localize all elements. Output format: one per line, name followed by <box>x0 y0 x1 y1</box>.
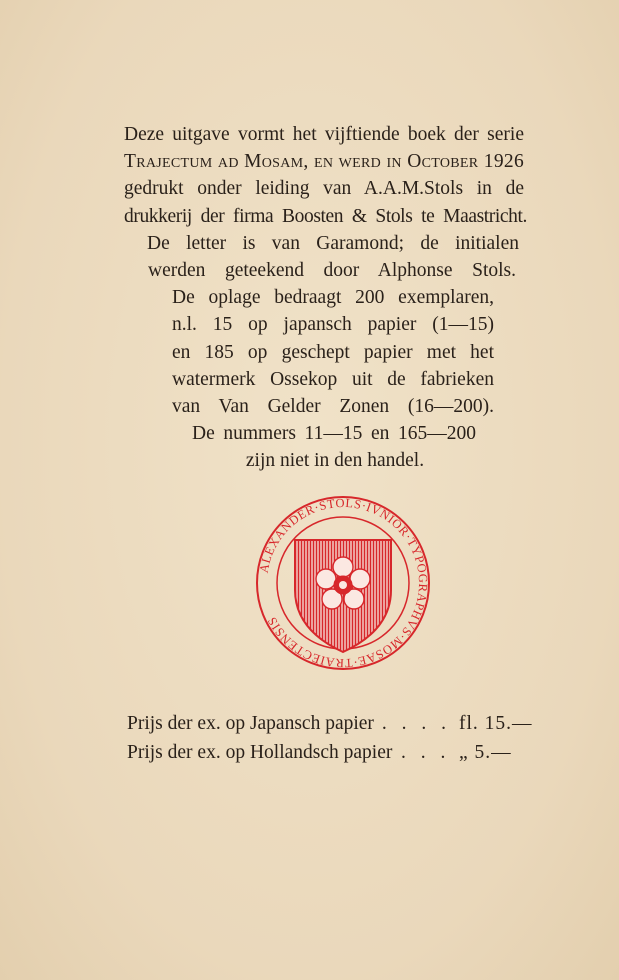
colophon-line: De oplage bedraagt 200 exemplaren, <box>172 287 494 309</box>
price-list <box>127 709 547 767</box>
colophon-line: zijn niet in den handel. <box>245 450 425 472</box>
price-row <box>127 709 547 738</box>
leader-dots: . . . <box>400 742 451 763</box>
colophon <box>100 121 546 475</box>
seal-inscription: ALEXANDER·STOLS·IVNIOR·TYPOGRAPHVS·MOSAE·TRAIECTENSIS <box>256 495 431 671</box>
colophon-line: De nummers 11—15 en 165—200 <box>192 423 476 445</box>
colophon-line: De letter is van Garamond; de initialen <box>147 232 519 254</box>
rose-shield-icon <box>295 540 391 652</box>
colophon-line: werden geteekend door Alphonse Stols. <box>148 260 516 282</box>
colophon-line: Trajectum ad Mosam, en werd in October 1926 <box>124 151 524 173</box>
price-label: Prijs der ex. op Japansch papier <box>127 713 374 734</box>
colophon-line: Deze uitgave vormt het vijftiende boek der serie <box>124 124 524 145</box>
price-value: fl. 15.— <box>459 713 533 734</box>
colophon-line: drukkerij der firma Boosten & Stols te Maastricht. <box>124 205 527 227</box>
leader-dots: . . . . <box>381 713 452 734</box>
colophon-line: en 185 op geschept papier met het <box>172 341 494 363</box>
colophon-line: watermerk Ossekop uit de fabrieken <box>172 368 494 390</box>
colophon-line: gedrukt onder leiding van A.A.M.Stols in de <box>124 178 524 200</box>
price-label: Prijs der ex. op Hollandsch papier <box>127 742 393 763</box>
colophon-line: van Van Gelder Zonen (16—200). <box>172 396 494 418</box>
price-value: „ 5.— <box>459 742 512 763</box>
colophon-line: n.l. 15 op japansch papier (1—15) <box>172 314 494 336</box>
price-row <box>127 738 547 767</box>
printer-seal <box>255 495 431 671</box>
